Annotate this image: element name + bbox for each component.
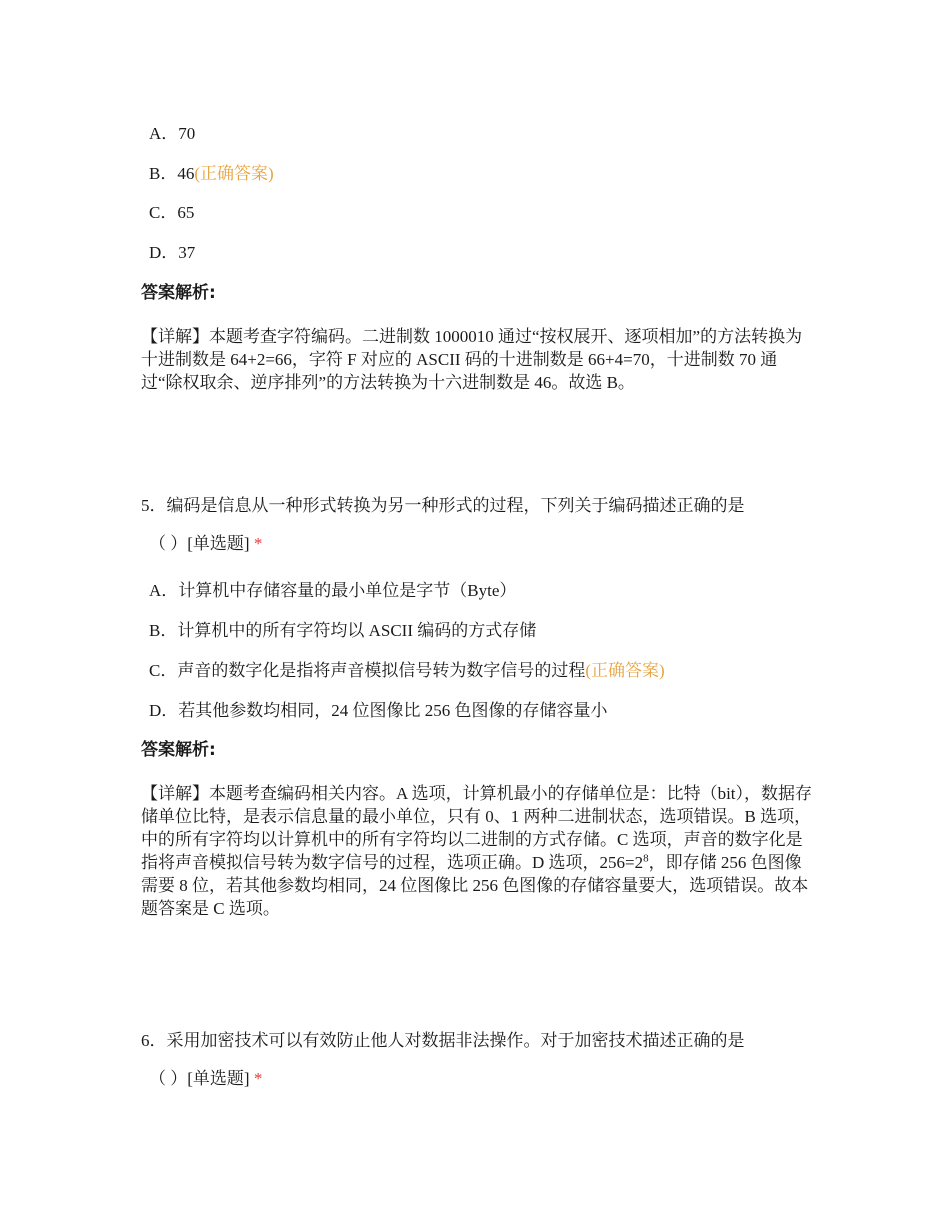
option-label: C．65 <box>149 203 195 222</box>
q5-question-text: 5．编码是信息从一种形式转换为另一种形式的过程，下列关于编码描述正确的是 <box>141 496 745 515</box>
superscript-exponent: 8 <box>643 852 649 865</box>
q5-option-a[interactable] <box>149 579 516 603</box>
analysis-text-part1: 【详解】本题考查编码相关内容。A 选项，计算机最小的存储单位是：比特（bit），数据存储单位比特，是表示信息量的最小单位，只有 0、1 两种二进制状态，选项错误。B 选项，中的所有字符均以计算机中的所有字符均以二进制的方式存储。C 选项，声音的数字化是指将声音模拟信号转为数字信号的过程，选项正确。D 选项，256=2 <box>141 784 813 872</box>
option-label: A．计算机中存储容量的最小单位是字节（Byte） <box>149 581 517 600</box>
q5-question-type <box>149 532 262 556</box>
q5-analysis-text <box>141 782 813 920</box>
required-mark: * <box>253 534 263 553</box>
correct-answer-mark: (正确答案) <box>585 661 665 680</box>
option-label: D．37 <box>149 243 196 262</box>
q6-question-type <box>149 1067 262 1091</box>
correct-answer-mark: (正确答案) <box>194 164 274 183</box>
question-type-label: （ ）[单选题] <box>149 534 250 553</box>
option-label: B．46 <box>149 164 195 183</box>
q5-option-b[interactable] <box>149 619 536 643</box>
q6-question-text: 6．采用加密技术可以有效防止他人对数据非法操作。对于加密技术描述正确的是 <box>141 1031 745 1050</box>
option-label: A．70 <box>149 124 196 143</box>
option-label: D．若其他参数均相同，24 位图像比 256 色图像的存储容量小 <box>149 701 608 720</box>
q4-option-a[interactable] <box>149 122 195 146</box>
option-label: C．声音的数字化是指将声音模拟信号转为数字信号的过程 <box>149 661 586 680</box>
required-mark: * <box>253 1069 263 1088</box>
q4-option-b[interactable] <box>149 162 274 186</box>
q5-option-c[interactable] <box>149 659 665 683</box>
q4-analysis-heading: 答案解析: <box>141 283 216 303</box>
q4-option-d[interactable] <box>149 241 195 265</box>
analysis-text-part2: ，即存储 256 色图像需要 8 位，若其他参数均相同，24 位图像比 256 色图像的存储容量要大，选项错误。故本题答案是 C 选项。 <box>141 853 809 918</box>
q5-option-d[interactable] <box>149 699 608 723</box>
q4-option-c[interactable] <box>149 201 194 225</box>
question-type-label: （ ）[单选题] <box>149 1069 250 1088</box>
q4-analysis-text: 【详解】本题考查字符编码。二进制数 1000010 通过“按权展开、逐项相加”的方法转换为十进制数是 64+2=66，字符 F 对应的 ASCII 码的十进制数是 66+4=70，十进制数 70 通过“除权取余、逆序排列”的方法转换为十六进制数是 46。故选 B。 <box>141 327 803 392</box>
q5-analysis-heading: 答案解析: <box>141 740 216 760</box>
option-label: B．计算机中的所有字符均以 ASCII 编码的方式存储 <box>149 621 537 640</box>
